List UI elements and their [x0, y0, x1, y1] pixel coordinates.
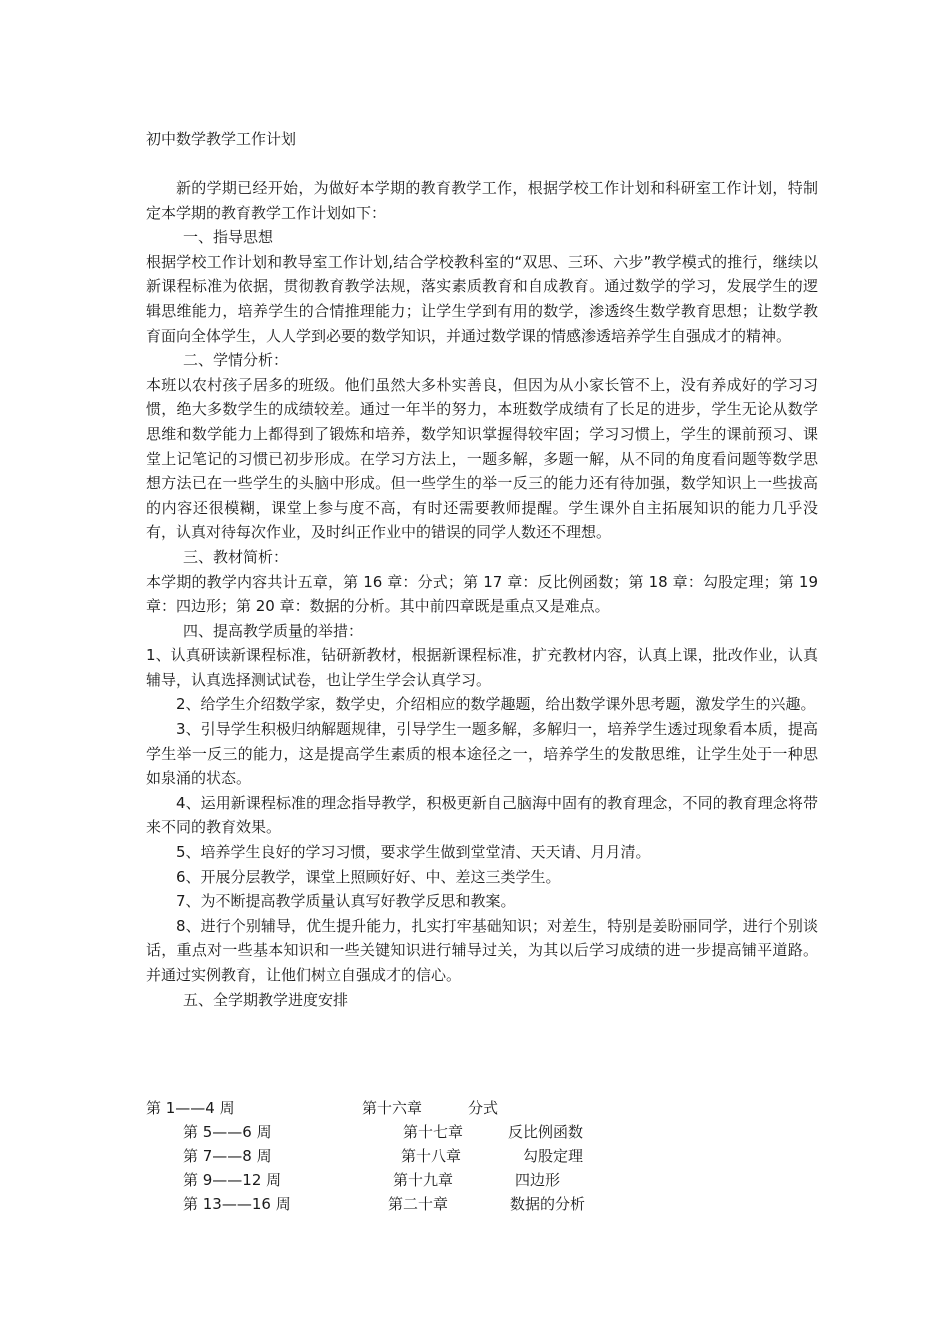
schedule-weeks: 第 1——4 周 — [146, 1099, 235, 1117]
section-heading-measures: 四、提高教学质量的举措： — [183, 621, 364, 640]
section-heading-textbook-analysis: 三、教材简析： — [183, 547, 289, 566]
schedule-row — [146, 1170, 818, 1194]
schedule-weeks: 第 5——6 周 — [183, 1123, 272, 1141]
schedule-topic: 数据的分析 — [510, 1195, 586, 1213]
schedule-row — [146, 1146, 818, 1170]
measure-item-6: 6、开展分层教学，课堂上照顾好好、中、差这三类学生。 — [176, 867, 561, 886]
measure-item-1: 1、认真研读新课程标准，钻研新教材，根据新课程标准，扩充教材内容，认真上课，批改作业，认真辅导，认真选择测试试卷，也让学生学会认真学习。 — [146, 646, 818, 689]
schedule-chapter: 第十六章 — [362, 1099, 423, 1117]
schedule-topic: 勾股定理 — [523, 1147, 584, 1165]
measure-item-3: 3、引导学生积极归纳解题规律，引导学生一题多解，多解归一，培养学生透过现象看本质，提高学生举一反三的能力，这是提高学生素质的根本途径之一，培养学生的发散思维，让学生处于一种思如泉涌的状态。 — [146, 720, 818, 788]
schedule-weeks: 第 7——8 周 — [183, 1147, 272, 1165]
schedule-topic: 反比例函数 — [508, 1123, 584, 1141]
section-heading-guiding-ideology: 一、指导思想 — [183, 228, 274, 247]
schedule-weeks: 第 13——16 周 — [183, 1195, 291, 1213]
schedule-row — [146, 1122, 818, 1146]
schedule-topic: 四边形 — [515, 1171, 561, 1189]
section-text-student-analysis: 本班以农村孩子居多的班级。他们虽然大多朴实善良，但因为从小家长管不上，没有养成好的学习习惯，绝大多数学生的成绩较差。通过一年半的努力，本班数学成绩有了长足的进步，学生无论从数学思维和数学能力上都得到了锻炼和培养，数学知识掌握得较牢固；学习习惯上，学生的课前预习、课堂上记笔记的习惯已初步形成。在学习方法上，一题多解，多题一解，从不同的角度看问题等数学思想方法已在一些学生的头脑中形成。但一些学生的举一反三的能力还有待加强，数学知识上一些拔高的内容还很模糊，课堂上参与度不高，有时还需要教师提醒。学生课外自主拓展知识的能力几乎没有，认真对待每次作业，及时纠正作业中的错误的同学人数还不理想。 — [146, 375, 818, 542]
measure-item-2: 2、给学生介绍数学家，数学史，介绍相应的数学趣题，给出数学课外思考题，激发学生的兴趣。 — [176, 695, 816, 714]
schedule-chapter: 第二十章 — [388, 1195, 449, 1213]
document-title: 初中数学教学工作计划 — [146, 130, 297, 148]
section-heading-student-analysis: 二、学情分析： — [183, 351, 289, 370]
measure-item-7: 7、为不断提高教学质量认真写好教学反思和教案。 — [176, 892, 516, 911]
section-text-textbook-analysis: 本学期的教学内容共计五章，第 16 章：分式；第 17 章：反比例函数；第 18 章：勾股定理；第 19 章：四边形；第 20 章：数据的分析。其中前四章既是重点又是难点。 — [146, 572, 818, 616]
schedule-chapter: 第十七章 — [403, 1123, 464, 1141]
measure-item-8: 8、进行个别辅导，优生提升能力，扎实打牢基础知识；对差生，特别是姜盼丽同学，进行个别谈话，重点对一些基本知识和一些关键知识进行辅导过关，为其以后学习成绩的进一步提高铺平道路。并通过实例教育，让他们树立自强成才的信心。 — [146, 916, 818, 984]
schedule-chapter: 第十九章 — [393, 1171, 454, 1189]
schedule-row — [146, 1098, 818, 1122]
schedule-weeks: 第 9——12 周 — [183, 1171, 282, 1189]
schedule-topic: 分式 — [468, 1099, 499, 1117]
measure-item-4: 4、运用新课程标准的理念指导教学，积极更新自己脑海中固有的教育理念，不同的教育理念将带来不同的教育效果。 — [146, 793, 818, 837]
schedule-row — [146, 1194, 818, 1218]
schedule-chapter: 第十八章 — [401, 1147, 462, 1165]
measure-item-5: 5、培养学生良好的学习习惯，要求学生做到堂堂清、天天请、月月清。 — [176, 843, 651, 862]
document-body — [146, 176, 818, 1012]
intro-paragraph: 新的学期已经开始，为做好本学期的教育教学工作，根据学校工作计划和科研室工作计划，特制定本学期的教育教学工作计划如下： — [146, 179, 818, 222]
section-text-guiding-ideology: 根据学校工作计划和教导室工作计划,结合学校教科室的“双思、三环、六步”教学模式的推行，继续以新课程标准为依据，贯彻教育教学法规，落实素质教育和自成教育。通过数学的学习，发展学生的逻辑思维能力，培养学生的合情推理能力；让学生学到有用的数学，渗透终生数学教育思想；让数学教育面向全体学生，人人学到必要的数学知识，并通过数学课的情感渗透培养学生自强成才的精神。 — [146, 252, 818, 345]
section-heading-schedule: 五、全学期教学进度安排 — [183, 990, 349, 1009]
